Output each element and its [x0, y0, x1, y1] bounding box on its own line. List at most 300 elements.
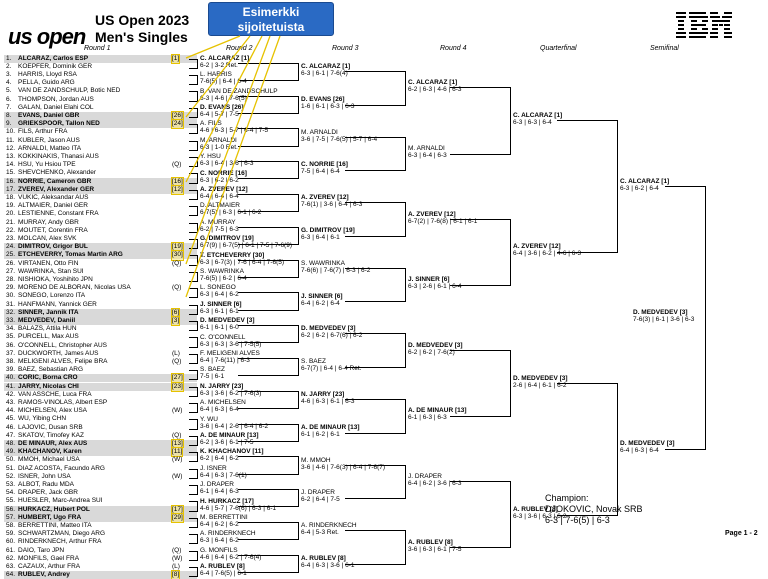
winner-name: G. MONFILS — [200, 546, 238, 554]
player-name: VAN DE ZANDSCHULP, Botic NED — [18, 87, 121, 95]
player-name: FILS, Arthur FRA — [18, 128, 68, 136]
winner-name: J. DRAPER — [200, 481, 234, 489]
draw-number: 6. — [6, 95, 12, 103]
match-score: 6-4 | 5-3 Ret. — [301, 529, 339, 537]
match-score: 6-4 | 5-7 | 7-5 — [200, 110, 239, 118]
champion-name: DJOKOVIC, Novak SRB — [545, 504, 643, 514]
player-name: BAEZ, Sebastian ARG — [18, 366, 84, 374]
draw-number: 42. — [6, 390, 16, 398]
player-name: MOUTET, Corentin FRA — [18, 226, 88, 234]
draw-number: 40. — [6, 374, 16, 382]
player-name: SHEVCHENKO, Alexander — [18, 169, 97, 177]
match-score: 7-5 | 6-1 — [200, 373, 225, 381]
match-score: 3-6 | 6-3 | 6-1 | 7-5 — [408, 545, 462, 553]
seed-label: [23] — [172, 382, 183, 390]
winner-name: S. BAEZ — [301, 358, 326, 366]
player-name: ARNALDI, Matteo ITA — [18, 144, 82, 152]
seed-label: [29] — [172, 513, 183, 521]
draw-number: 10. — [6, 128, 16, 136]
winner-name: A. ZVEREV [12] — [301, 194, 349, 202]
match-score: 6-4 | 6-4 | 6-4 — [200, 192, 239, 200]
draw-number: 55. — [6, 497, 16, 505]
player-name: ALTMAIER, Daniel GER — [18, 202, 88, 210]
winner-name: A. RUBLEV [8] — [301, 554, 346, 562]
match-score: 6-2 | 6-4 | 7-5 — [301, 496, 340, 504]
player-name: KOEPFER, Dominik GER — [18, 62, 93, 70]
round-heading: Semifinal — [650, 45, 679, 52]
winner-name: S. WAWRINKA — [200, 267, 244, 275]
match-score: 6-7(9) | 6-7(5) | 6-1 | 7-5 | 7-6(9) — [200, 242, 293, 250]
match-score: 6-7(5) | 6-3 | 6-1 | 6-2 — [200, 209, 262, 217]
draw-number: 30. — [6, 292, 16, 300]
winner-name: N. JARRY [23] — [200, 382, 244, 390]
draw-number: 57. — [6, 513, 16, 521]
page-number: Page 1 - 2 — [725, 530, 758, 537]
match-score: 6-3 | 6-2 | 6-4 — [620, 184, 659, 192]
match-score: 6-3 | 3-6 | 6-2 | 7-6(3) — [200, 389, 262, 397]
player-name: HANFMANN, Yannick GER — [18, 300, 97, 308]
match-score: 7-6(1) | 3-6 | 6-4 | 6-3 — [301, 201, 363, 209]
seed-label: [16] — [172, 177, 183, 185]
winner-name: S. BAEZ — [200, 366, 225, 374]
draw-number: 31. — [6, 300, 16, 308]
winner-name: D. MEDVEDEV [3] — [408, 341, 463, 349]
draw-number: 52. — [6, 472, 16, 480]
draw-number: 1. — [6, 54, 12, 62]
draw-number: 48. — [6, 439, 16, 447]
player-name: MORENO DE ALBORAN, Nicolas USA — [18, 284, 131, 292]
draw-number: 37. — [6, 349, 16, 357]
draw-number: 61. — [6, 546, 16, 554]
seed-label: (Q) — [172, 546, 182, 554]
draw-number: 5. — [6, 87, 12, 95]
player-name: RUBLEV, Andrey — [18, 571, 70, 579]
player-name: KHACHANOV, Karen — [18, 448, 82, 456]
draw-number: 9. — [6, 120, 12, 128]
player-name: GALAN, Daniel Elahi COL — [18, 103, 94, 111]
player-name: LESTIENNE, Constant FRA — [18, 210, 99, 218]
draw-number: 43. — [6, 398, 16, 406]
winner-name: C. ALCARAZ [1] — [301, 62, 351, 70]
seed-label: (Q) — [172, 284, 182, 292]
draw-number: 2. — [6, 62, 12, 70]
match-score: 6-3 | 6-1 | 7-6(4) — [301, 69, 348, 77]
player-name: VUKIC, Aleksandar AUS — [18, 193, 89, 201]
player-name: EVANS, Daniel GBR — [18, 111, 80, 119]
player-name: HUESLER, Marc-Andrea SUI — [18, 497, 103, 505]
winner-name: F. MELIGENI ALVES — [200, 349, 260, 357]
winner-name: A. DE MINAUR [13] — [408, 407, 467, 415]
player-name: PURCELL, Max AUS — [18, 333, 79, 341]
player-name: BERRETTINI, Matteo ITA — [18, 521, 92, 529]
player-name: ALBOT, Radu MDA — [18, 480, 74, 488]
winner-name: G. DIMITROV [19] — [200, 235, 254, 243]
player-name: HSU, Yu Hsiou TPE — [18, 161, 76, 169]
winner-name: A. DE MINAUR [13] — [200, 431, 259, 439]
player-name: SONEGO, Lorenzo ITA — [18, 292, 86, 300]
seed-label: [13] — [172, 439, 183, 447]
match-score: 7-5 | 6-4 | 6-4 — [301, 168, 340, 176]
match-score: 6-3 | 6-4 | 6-3 — [408, 151, 447, 159]
winner-name: A. RINDERKNECH — [301, 522, 357, 530]
player-name: MEDVEDEV, Daniil — [18, 316, 76, 324]
seed-label: (W) — [172, 472, 183, 480]
player-name: DAIO, Taro JPN — [18, 546, 65, 554]
match-score: 6-1 | 6-2 | 6-1 — [301, 430, 340, 438]
match-score: 6-3 | 2-6 | 6-1 | 6-4 — [408, 283, 462, 291]
draw-number: 49. — [6, 448, 16, 456]
player-name: JARRY, Nicolas CHI — [18, 382, 79, 390]
match-score: 6-3 | 6-7(3) | 7-6 | 6-4 | 7-6(5) — [200, 258, 285, 266]
draw-number: 8. — [6, 111, 12, 119]
round-heading: Round 4 — [440, 45, 467, 52]
match-score: 6-1 | 6-3 | 6-3 — [408, 414, 447, 422]
draw-number: 64. — [6, 571, 16, 579]
winner-name: J. DRAPER — [408, 472, 442, 480]
draw-number: 63. — [6, 562, 16, 570]
match-score: 4-6 | 6-3 | 6-1 | 6-3 — [301, 397, 355, 405]
winner-name: T. ETCHEVERRY [30] — [200, 251, 265, 259]
match-score: 2-6 | 6-4 | 6-1 | 6-2 — [513, 381, 567, 389]
player-name: DIMITROV, Grigor BUL — [18, 243, 88, 251]
player-name: MMOH, Michael USA — [18, 456, 80, 464]
winner-name: C. ALCARAZ [1] — [408, 79, 458, 87]
draw-number: 51. — [6, 464, 16, 472]
draw-number: 4. — [6, 79, 12, 87]
match-score: 6-4 | 3-6 | 6-2 | 4-6 | 6-3 — [513, 250, 582, 258]
winner-name: J. DRAPER — [301, 489, 335, 497]
match-score: 6-3 | 6-1 | 6-1 — [200, 307, 239, 315]
draw-number: 32. — [6, 308, 16, 316]
winner-name: M. MMOH — [301, 456, 331, 464]
winner-name: D. MEDVEDEV [3] — [620, 440, 675, 448]
winner-name: A. RUBLEV [8] — [200, 563, 245, 571]
round-heading: Round 2 — [226, 45, 253, 52]
player-name: NORRIE, Cameron GBR — [18, 177, 92, 185]
winner-name: A. MURRAY — [200, 218, 236, 226]
seed-label: [3] — [172, 316, 180, 324]
round-heading: Quarterfinal — [540, 45, 577, 52]
player-name: KUBLER, Jason AUS — [18, 136, 80, 144]
match-score: 6-2 | 3-6 | 6-1 | 7-5 — [200, 438, 254, 446]
match-score: 6-4 | 6-3 | 6-4 — [200, 406, 239, 414]
player-name: O'CONNELL, Christopher AUS — [18, 341, 108, 349]
winner-name: L. SONEGO — [200, 284, 236, 292]
player-name: RAMOS-VINOLAS, Albert ESP — [18, 398, 108, 406]
draw-number: 46. — [6, 423, 16, 431]
draw-number: 33. — [6, 316, 16, 324]
player-name: BALAZS, Attila HUN — [18, 325, 77, 333]
draw-number: 21. — [6, 218, 16, 226]
draw-number: 35. — [6, 333, 16, 341]
winner-name: D. MEDVEDEV [3] — [301, 325, 356, 333]
player-name: SKATOV, Timofey KAZ — [18, 431, 84, 439]
draw-number: 18. — [6, 193, 16, 201]
draw-number: 59. — [6, 530, 16, 538]
match-score: 6-3 | 6-4 | 6-1 — [301, 233, 340, 241]
seed-label: (Q) — [172, 161, 182, 169]
winner-name: D. EVANS [26] — [301, 95, 345, 103]
match-score: 6-3 | 4-6 | 7-6(5) — [200, 94, 247, 102]
winner-name: K. KHACHANOV [11] — [200, 448, 264, 456]
player-name: GRIEKSPOOR, Tallon NED — [18, 120, 100, 128]
match-score: 6-4 | 6-2 | 6-4 — [301, 299, 340, 307]
winner-name: M. ARNALDI — [200, 136, 237, 144]
draw-number: 25. — [6, 251, 16, 259]
champion-label: Champion: — [545, 493, 589, 503]
player-name: ETCHEVERRY, Tomas Martin ARG — [18, 251, 123, 259]
player-name: DRAPER, Jack GBR — [18, 489, 78, 497]
match-score: 7-6(5) | 6-2 | 6-4 — [200, 274, 247, 282]
player-name: LAJOVIC, Dusan SRB — [18, 423, 83, 431]
player-name: MURRAY, Andy GBR — [18, 218, 79, 226]
draw-number: 23. — [6, 234, 16, 242]
winner-name: D. ALTMAIER — [200, 202, 240, 210]
draw-number: 11. — [6, 136, 15, 144]
player-name: VAN ASSCHE, Luca FRA — [18, 390, 92, 398]
winner-name: C. ALCARAZ [1] — [620, 177, 670, 185]
player-name: VIRTANEN, Otto FIN — [18, 259, 79, 267]
winner-name: A. DE MINAUR [13] — [301, 423, 360, 431]
seed-label: [30] — [172, 251, 183, 259]
draw-number: 56. — [6, 505, 16, 513]
winner-name: H. HURKACZ [17] — [200, 497, 254, 505]
winner-name: A. RINDERKNECH — [200, 530, 256, 538]
match-score: 6-4 | 6-2 | 3-6 | 6-3 — [408, 479, 462, 487]
match-score: 6-2 | 6-4 | 6-2 — [200, 455, 239, 463]
winner-name: M. ARNALDI — [408, 144, 445, 152]
player-name: SCHWARTZMAN, Diego ARG — [18, 530, 106, 538]
winner-name: B. VAN DE ZANDSCHULP — [200, 87, 278, 95]
draw-number: 13. — [6, 152, 16, 160]
draw-number: 20. — [6, 210, 16, 218]
seed-label: [19] — [172, 243, 183, 251]
match-score: 6-1 | 6-4 | 6-3 — [200, 488, 239, 496]
winner-name: D. MEDVEDEV [3] — [633, 308, 688, 316]
seed-label: (L) — [172, 562, 180, 570]
winner-name: A. ZVEREV [12] — [408, 210, 456, 218]
draw-number: 60. — [6, 538, 16, 546]
draw-number: 24. — [6, 243, 16, 251]
seed-label: [1] — [172, 54, 180, 62]
match-score: 6-3 | 6-3 | 6-4 — [513, 119, 552, 127]
seed-label: (Q) — [172, 259, 182, 267]
seed-label: (W) — [172, 407, 183, 415]
match-score: 3-6 | 6-4 | 2-6 | 6-4 | 6-2 — [200, 422, 269, 430]
player-row — [4, 571, 197, 579]
draw-number: 38. — [6, 357, 16, 365]
match-score: 6-4 | 6-2 | 6-2 — [200, 520, 239, 528]
draw-number: 22. — [6, 226, 16, 234]
player-name: PELLA, Guido ARG — [18, 79, 75, 87]
draw-number: 15. — [6, 169, 16, 177]
player-name: ZVEREV, Alexander GER — [18, 185, 95, 193]
draw-number: 28. — [6, 275, 16, 283]
draw-number: 16. — [6, 177, 16, 185]
match-score: 7-6(3) | 6-1 | 3-6 | 6-3 — [633, 315, 695, 323]
bracket-line — [189, 567, 198, 577]
seed-label: [26] — [172, 111, 183, 119]
winner-name: C. NORRIE [16] — [200, 169, 247, 177]
winner-name: N. JARRY [23] — [301, 390, 345, 398]
draw-number: 39. — [6, 366, 16, 374]
draw-number: 19. — [6, 202, 16, 210]
seed-label: [24] — [172, 120, 183, 128]
match-score: 6-1 | 6-1 | 6-0 — [200, 324, 239, 332]
winner-name: J. SINNER [6] — [200, 300, 242, 308]
player-row — [4, 555, 197, 563]
draw-number: 44. — [6, 407, 16, 415]
seed-label: [11] — [172, 448, 183, 456]
winner-name: D. MEDVEDEV [3] — [513, 374, 568, 382]
seed-label: (Q) — [172, 357, 182, 365]
player-name: RINDERKNECH, Arthur FRA — [18, 538, 102, 546]
player-name: MOLCAN, Alex SVK — [18, 234, 77, 242]
match-score: 6-3 | 6-4 | 6-2 — [200, 291, 239, 299]
match-score: 4-6 | 5-7 | 7-6(6) | 6-3 | 6-1 — [200, 504, 277, 512]
draw-number: 62. — [6, 554, 16, 562]
match-score: 6-2 | 3-2 Ret. — [200, 61, 238, 69]
page-subtitle: Men's Singles — [95, 29, 188, 45]
match-score: 6-4 | 6-3 | 6-4 — [620, 447, 659, 455]
winner-name: M. ARNALDI — [301, 128, 338, 136]
draw-number: 45. — [6, 415, 16, 423]
match-score: 4-6 | 6-4 | 6-2 | 7-6(4) — [200, 553, 262, 561]
match-score: 6-2 | 6-2 | 7-6(2) — [408, 348, 455, 356]
draw-number: 3. — [6, 70, 12, 78]
match-score: 6-4 | 7-6(11) | 6-3 — [200, 356, 250, 364]
winner-name: Y. WU — [200, 415, 218, 423]
player-name: HURKACZ, Hubert POL — [18, 505, 90, 513]
player-name: WU, Yibing CHN — [18, 415, 67, 423]
round-heading: Round 1 — [84, 45, 111, 52]
champion-block — [545, 493, 643, 526]
match-score: 6-4 | 7-6(5) | 6-1 — [200, 570, 247, 578]
match-score: 6-3 | 6-4 | 6-2 — [200, 537, 239, 545]
player-name: THOMPSON, Jordan AUS — [18, 95, 94, 103]
seed-label: [12] — [172, 185, 183, 193]
page-title: US Open 2023 — [95, 12, 190, 28]
seed-label: (L) — [172, 349, 180, 357]
player-name: SINNER, Jannik ITA — [18, 308, 79, 316]
callout-box: Esimerkki sijoitetuista pelaajista — [208, 2, 334, 36]
player-name: HARRIS, Lloyd RSA — [18, 70, 77, 78]
seed-label: (Q) — [172, 431, 182, 439]
winner-name: L. HARRIS — [200, 71, 232, 79]
draw-number: 41. — [6, 382, 16, 390]
match-score: 7-6(5) | 6-4 | 6-4 — [200, 78, 247, 86]
match-score: 6-2 | 6-3 | 4-6 | 6-3 — [408, 86, 462, 94]
bracket-line — [189, 551, 198, 561]
seed-label: [27] — [172, 374, 183, 382]
winner-name: C. ALCARAZ [1] — [200, 54, 250, 62]
winner-name: C. O'CONNELL — [200, 333, 246, 341]
draw-number: 58. — [6, 521, 16, 529]
draw-number: 53. — [6, 480, 16, 488]
match-score: 6-7(2) | 7-6(8) | 6-1 | 6-1 — [408, 217, 478, 225]
match-score: 3-6 | 4-6 | 7-6(3) | 6-4 | 7-6(7) — [301, 463, 386, 471]
draw-number: 54. — [6, 489, 16, 497]
draw-number: 47. — [6, 431, 16, 439]
match-score: 6-3 | 6-2 | 6-2 — [200, 176, 239, 184]
seed-label: (W) — [172, 456, 183, 464]
round-heading: Round 3 — [332, 45, 359, 52]
winner-name: A. RUBLEV [8] — [513, 505, 558, 513]
winner-name: A. MICHELSEN — [200, 399, 246, 407]
winner-name: A. ZVEREV [12] — [513, 243, 561, 251]
player-name: DUCKWORTH, James AUS — [18, 349, 99, 357]
match-score: 6-4 | 6-3 | 7-6(1) — [200, 471, 247, 479]
winner-name: S. WAWRINKA — [301, 259, 345, 267]
player-name: ALCARAZ, Carlos ESP — [18, 54, 89, 62]
winner-name: J. ISNER — [200, 464, 227, 472]
winner-name: M. BERRETTINI — [200, 513, 248, 521]
match-score: 3-6 | 7-5 | 7-6(5) | 5-7 | 6-4 — [301, 135, 378, 143]
winner-name: Y. HSU — [200, 153, 221, 161]
draw-number: 36. — [6, 341, 16, 349]
winner-name: G. DIMITROV [19] — [301, 226, 355, 234]
seed-label: [8] — [172, 571, 180, 579]
seed-label: [6] — [172, 308, 180, 316]
bracket-line — [238, 555, 299, 573]
match-score: 6-3 | 6-4 | 3-6 | 6-3 — [200, 160, 254, 168]
match-score: 6-3 | 1-0 Ret. — [200, 143, 238, 151]
winner-name: D. MEDVEDEV [3] — [200, 317, 255, 325]
draw-number: 29. — [6, 284, 16, 292]
match-score: 6-4 | 6-3 | 3-6 | 6-1 — [301, 561, 355, 569]
draw-number: 7. — [6, 103, 12, 111]
winner-name: A. ZVEREV [12] — [200, 185, 248, 193]
match-score: 6-2 | 6-2 | 6-7(6) | 6-2 — [301, 332, 363, 340]
draw-number: 27. — [6, 267, 16, 275]
player-name: KOKKINAKIS, Thanasi AUS — [18, 152, 99, 160]
us-open-logo: us open — [8, 24, 86, 49]
player-row — [4, 547, 197, 555]
winner-name: C. ALCARAZ [1] — [513, 112, 563, 120]
player-name: DE MINAUR, Alex AUS — [18, 439, 88, 447]
player-name: MONFILS, Gael FRA — [18, 554, 80, 562]
winner-name: J. SINNER [6] — [408, 276, 450, 284]
seed-label: [17] — [172, 505, 183, 513]
match-score: 6-3 | 6-3 | 3-6 | 7-5(5) — [200, 340, 262, 348]
match-score: 1-6 | 6-1 | 6-3 | 6-3 — [301, 102, 355, 110]
winner-name: J. SINNER [6] — [301, 292, 343, 300]
player-name: CORIC, Borna CRO — [18, 374, 78, 382]
draw-number: 50. — [6, 456, 16, 464]
player-name: CAZAUX, Arthur FRA — [18, 562, 81, 570]
draw-number: 34. — [6, 325, 16, 333]
player-name: MELIGENI ALVES, Felipe BRA — [18, 357, 108, 365]
draw-number: 12. — [6, 144, 16, 152]
match-score: 4-6 | 6-3 | 5-7 | 6-4 | 7-5 — [200, 127, 269, 135]
winner-name: D. EVANS [26] — [200, 103, 244, 111]
match-score: 7-6(6) | 7-6(7) | 6-3 | 6-2 — [301, 266, 371, 274]
match-score: 6-7(7) | 6-4 | 6-4 Ret. — [301, 365, 362, 373]
winner-name: C. NORRIE [16] — [301, 161, 348, 169]
player-name: MICHELSEN, Alex USA — [18, 407, 87, 415]
winner-name: A. RUBLEV [8] — [408, 538, 453, 546]
player-name: HUMBERT, Ugo FRA — [18, 513, 82, 521]
player-name: DIAZ ACOSTA, Facundo ARG — [18, 464, 105, 472]
winner-name: A. FILS — [200, 120, 222, 128]
player-name: NISHIOKA, Yoshihito JPN — [18, 275, 93, 283]
player-name: WAWRINKA, Stan SUI — [18, 267, 84, 275]
player-row — [4, 563, 197, 571]
draw-number: 17. — [6, 185, 16, 193]
match-score: 6-2 | 7-5 | 6-3 — [200, 225, 239, 233]
player-name: ISNER, John USA — [18, 472, 71, 480]
match-score: 6-3 | 3-6 | 6-3 | 6-2 — [513, 512, 567, 520]
